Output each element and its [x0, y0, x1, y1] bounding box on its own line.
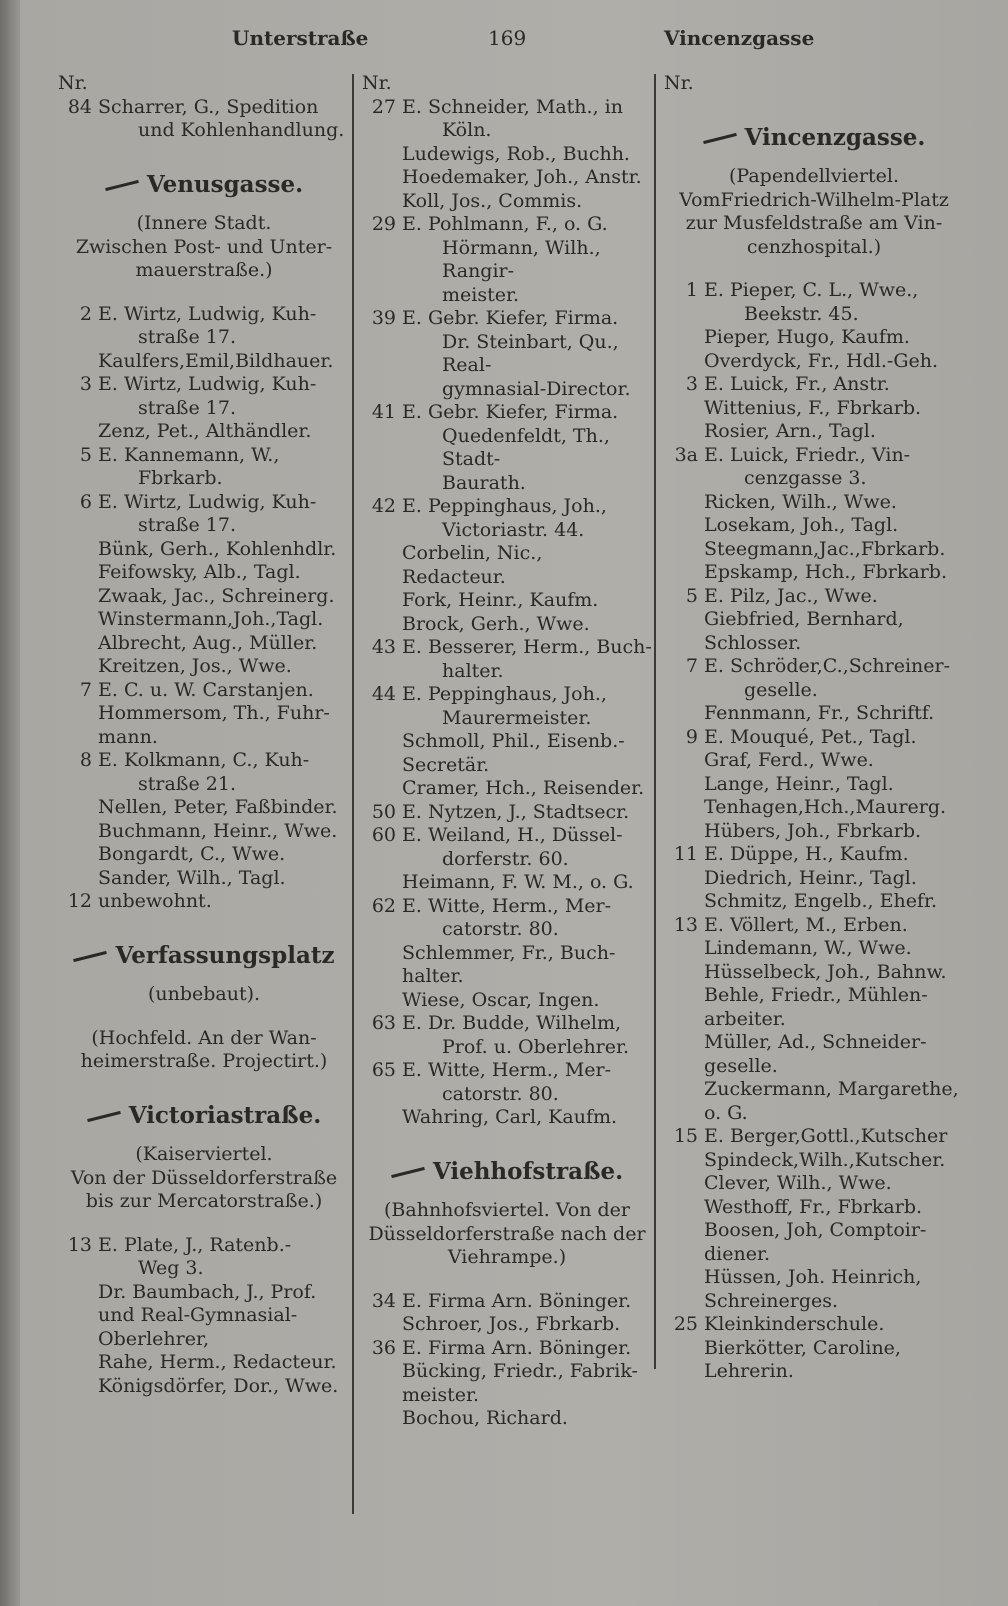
house-entry: [664, 373, 964, 397]
entry-line: E. Nytzen, J., Stadtsecr.: [402, 800, 630, 823]
description-line: zur Musfeldstraße am Vin-: [685, 212, 943, 234]
house-entry: [664, 843, 964, 867]
owner-text: [98, 749, 350, 796]
house-entry: [362, 801, 652, 825]
entry-line: unbewohnt.: [98, 890, 212, 912]
entry-line: straße 21.: [138, 772, 236, 795]
page-number: 169: [488, 26, 527, 50]
resident-line: Brock, Gerh., Wwe.: [402, 612, 590, 635]
resident-line: Bücking, Friedr., Fabrik-: [402, 1360, 638, 1382]
street-title: [362, 1157, 652, 1185]
owner-text: [704, 444, 964, 491]
entry-line: E. Schneider, Math., in: [402, 95, 623, 118]
entry-line: und Kohlenhandlung.: [138, 119, 345, 141]
owner-text: [402, 1290, 652, 1314]
house-entry: [362, 495, 652, 542]
entry-line: E. Mouqué, Pet., Tagl.: [704, 725, 917, 748]
owner-text: [98, 679, 350, 703]
entry-line: E. Peppinghaus, Joh.,: [402, 683, 607, 705]
resident-line: Heimann, F. W. M., o. G.: [402, 871, 634, 893]
house-entry: [362, 1059, 652, 1106]
resident-line: Königsdörfer, Dor., Wwe.: [98, 1374, 339, 1397]
resident-line: Wiese, Oscar, Ingen.: [402, 988, 600, 1011]
description-line: Von der Düsseldorferstraße: [70, 1166, 338, 1189]
house-number: 7: [79, 678, 92, 701]
owner-text: [704, 726, 964, 750]
entry-line: E. Völlert, M., Erben.: [704, 913, 908, 936]
entry-line: E. Witte, Herm., Mer-: [402, 894, 612, 917]
entry-line: E. Luick, Friedr., Vin-: [704, 443, 911, 466]
house-number: 3: [685, 373, 698, 395]
owner-text: [402, 801, 652, 825]
owner-text: [402, 636, 652, 683]
entry-line: E. Gebr. Kiefer, Firma.: [402, 401, 619, 423]
house-number: 15: [673, 1125, 698, 1147]
ornament-dash: [87, 1111, 121, 1122]
owner-text: [402, 1012, 652, 1059]
house-number: 13: [673, 913, 698, 936]
resident-line: Spindeck,Wilh.,Kutscher.: [704, 1148, 946, 1171]
house-entry: [58, 96, 350, 143]
house-number: 8: [79, 749, 92, 771]
house-number: 34: [371, 1289, 396, 1312]
resident-line: Bierkötter, Caroline,: [704, 1336, 901, 1359]
house-number: 2: [79, 302, 92, 325]
street-description: [664, 165, 964, 259]
resident-line: Boosen, Joh, Comptoir-: [704, 1219, 927, 1241]
owner-text: [704, 914, 964, 938]
resident-line: Bongardt, C., Wwe.: [98, 843, 286, 865]
owner-text: [704, 1313, 964, 1337]
description-line: cenzhospital.): [746, 235, 882, 258]
resident-line: Ricken, Wilh., Wwe.: [704, 490, 897, 513]
resident-line: und Real-Gymnasial-: [98, 1304, 298, 1326]
entry-line: straße 17.: [138, 326, 236, 348]
entry-line: E. Plate, J., Ratenb.-: [98, 1233, 292, 1256]
house-entry: [362, 307, 652, 401]
house-entry: [58, 890, 350, 914]
resident-line: Koll, Jos., Commis.: [402, 189, 583, 212]
house-entry: [362, 401, 652, 495]
entry-line: catorstr. 80.: [442, 1082, 559, 1105]
house-entry: [664, 914, 964, 938]
street-title: [58, 170, 350, 198]
street-description: [362, 1199, 652, 1270]
page-header: [0, 26, 1008, 56]
house-entry: [58, 679, 350, 703]
resident-line: Ludewigs, Rob., Buchh.: [402, 142, 630, 165]
house-entry: [664, 1313, 964, 1337]
entry-line: Kleinkinderschule.: [704, 1313, 885, 1335]
house-number: 13: [67, 1233, 92, 1256]
entry-line: E. Witte, Herm., Mer-: [402, 1059, 612, 1081]
resident-line: Secretär.: [402, 753, 490, 776]
description-line: (Bahnhofsviertel. Von der: [384, 1199, 630, 1221]
resident-line: mann.: [98, 725, 158, 748]
street-description: [58, 1143, 350, 1214]
entry-line: Victoriastr. 44.: [442, 518, 585, 541]
resident-line: Rosier, Arn., Tagl.: [704, 420, 876, 442]
description-line: heimerstraße. Projectirt.): [80, 1050, 328, 1072]
entry-line: Hörmann, Wilh., Rangir-: [442, 236, 601, 282]
owner-text: [402, 1337, 652, 1361]
house-number: 65: [371, 1059, 396, 1081]
house-entry: [362, 1012, 652, 1059]
ornament-dash: [703, 133, 737, 144]
resident-line: Fork, Heinr., Kaufm.: [402, 589, 599, 611]
entry-line: E. Kolkmann, C., Kuh-: [98, 749, 310, 771]
owner-text: [402, 213, 652, 307]
house-entry: [664, 1125, 964, 1149]
resident-line: Schmitz, Engelb., Ehefr.: [704, 890, 938, 912]
entry-line: dorferstr. 60.: [442, 847, 569, 870]
resident-line: diener.: [704, 1242, 770, 1265]
house-entry: [362, 96, 652, 143]
description-line: (Innere Stadt.: [136, 212, 272, 234]
resident-line: Hoedemaker, Joh., Anstr.: [402, 166, 642, 188]
entry-line: E. Peppinghaus, Joh.,: [402, 495, 607, 517]
house-entry: [58, 491, 350, 538]
resident-line: o. G.: [704, 1101, 748, 1124]
header-right-street: Vincenzgasse: [664, 26, 815, 50]
entry-line: Beekstr. 45.: [744, 302, 859, 325]
description-line: (unbebaut).: [147, 983, 261, 1005]
resident-line: Lehrerin.: [704, 1360, 794, 1382]
number-column-label: Nr.: [362, 72, 392, 94]
resident-line: Müller, Ad., Schneider-: [704, 1031, 927, 1053]
resident-line: Schlosser.: [704, 631, 802, 654]
street-name: Venusgasse.: [146, 170, 304, 198]
owner-text: [98, 303, 350, 350]
resident-line: Overdyck, Fr., Hdl.-Geh.: [704, 349, 939, 372]
house-number: 62: [371, 894, 396, 917]
entry-line: E. Wirtz, Ludwig, Kuh-: [98, 490, 317, 513]
house-entry: [362, 636, 652, 683]
entry-line: Quedenfeldt, Th., Stadt-: [442, 424, 610, 470]
resident-line: Buchmann, Heinr., Wwe.: [98, 819, 338, 842]
entry-line: E. Schröder,C.,Schreiner-: [704, 655, 951, 677]
owner-text: [704, 655, 964, 702]
owner-text: [704, 1125, 964, 1149]
entry-line: Dr. Steinbart, Qu., Real-: [442, 330, 619, 376]
resident-line: Pieper, Hugo, Kaufm.: [704, 326, 910, 348]
entry-line: meister.: [442, 283, 520, 306]
resident-line: Kaulfers,Emil,Bildhauer.: [98, 349, 334, 372]
column-divider: [352, 74, 354, 1514]
resident-line: Zenz, Pet., Althändler.: [98, 420, 312, 442]
owner-text: [704, 843, 964, 867]
entry-line: E. Firma Arn. Böninger.: [402, 1289, 632, 1312]
resident-line: Epskamp, Hch., Fbrkarb.: [704, 561, 948, 583]
description-line: (Kaiserviertel.: [135, 1143, 273, 1165]
owner-text: [402, 495, 652, 542]
resident-line: Lindemann, W., Wwe.: [704, 937, 912, 959]
entry-line: E. Firma Arn. Böninger.: [402, 1336, 632, 1359]
description-line: mauerstraße.): [135, 259, 273, 281]
resident-line: Schroer, Jos., Fbrkarb.: [402, 1313, 621, 1335]
house-entry: [58, 1234, 350, 1281]
resident-line: Losekam, Joh., Tagl.: [704, 514, 899, 536]
resident-line: Hommersom, Th., Fuhr-: [98, 702, 330, 724]
entry-line: Köln.: [442, 119, 492, 141]
column-left: [58, 72, 350, 1398]
description-line: (Papendellviertel.: [728, 165, 899, 187]
column-middle: [362, 72, 652, 1431]
entry-line: Maurermeister.: [442, 706, 592, 729]
street-name: Viehhofstraße.: [432, 1157, 624, 1185]
resident-line: Wittenius, F., Fbrkarb.: [704, 396, 922, 419]
owner-text: [402, 96, 652, 143]
resident-line: geselle.: [704, 1054, 778, 1077]
entry-line: halter.: [442, 659, 504, 682]
house-entry: [362, 1337, 652, 1361]
house-entry: [58, 444, 350, 491]
house-number: 5: [685, 584, 698, 607]
entry-line: Weg 3.: [138, 1257, 204, 1279]
house-entry: [362, 683, 652, 730]
house-number: 3: [79, 373, 92, 395]
resident-line: Giebfried, Bernhard,: [704, 608, 904, 630]
resident-line: Hüssen, Joh. Heinrich,: [704, 1266, 922, 1288]
resident-line: Hübers, Joh., Fbrkarb.: [704, 819, 922, 842]
resident-line: Rahe, Herm., Redacteur.: [98, 1351, 337, 1373]
description-line: Viehrampe.): [447, 1246, 567, 1268]
house-number: 42: [371, 495, 396, 517]
entry-line: gymnasial-Director.: [442, 377, 631, 400]
entry-line: E. Pilz, Jac., Wwe.: [704, 584, 878, 607]
resident-line: Fennmann, Fr., Schriftf.: [704, 702, 935, 724]
owner-text: [704, 373, 964, 397]
entry-line: E. Düppe, H., Kaufm.: [704, 843, 909, 865]
ornament-dash: [74, 951, 108, 962]
entry-line: Prof. u. Oberlehrer.: [442, 1035, 630, 1058]
street-name: Verfassungsplatz: [115, 941, 335, 969]
owner-text: [402, 895, 652, 942]
resident-line: Sander, Wilh., Tagl.: [98, 866, 286, 889]
house-number: 9: [685, 725, 698, 748]
house-number: 6: [79, 490, 92, 513]
entry-line: geselle.: [744, 678, 818, 701]
entry-line: straße 17.: [138, 396, 236, 419]
resident-line: Wahring, Carl, Kaufm.: [402, 1106, 618, 1128]
owner-text: [402, 401, 652, 495]
description-line: VomFriedrich-Wilhelm-Platz: [679, 188, 949, 211]
resident-line: Dr. Baumbach, J., Prof.: [98, 1280, 317, 1303]
street-title: [58, 1101, 350, 1129]
house-number: 36: [371, 1336, 396, 1359]
resident-line: Hüsselbeck, Joh., Bahnw.: [704, 960, 947, 983]
number-column-label: Nr.: [664, 72, 694, 94]
owner-text: [704, 279, 964, 326]
house-entry: [362, 1290, 652, 1314]
house-number: 50: [371, 800, 396, 823]
entry-line: Baurath.: [442, 471, 526, 494]
entry-line: catorstr. 80.: [442, 918, 559, 940]
owner-text: [402, 824, 652, 871]
resident-line: halter.: [402, 965, 464, 987]
resident-line: Feifowsky, Alb., Tagl.: [98, 561, 301, 583]
entry-line: straße 17.: [138, 514, 236, 536]
number-column-label: Nr.: [58, 72, 88, 94]
house-number: 7: [685, 655, 698, 677]
house-entry: [664, 585, 964, 609]
house-entry: [362, 824, 652, 871]
entry-line: E. Besserer, Herm., Buch-: [402, 636, 652, 658]
resident-line: Bünk, Gerh., Kohlenhdlr.: [98, 537, 337, 560]
house-number: 12: [67, 890, 92, 912]
resident-line: Diedrich, Heinr., Tagl.: [704, 866, 917, 889]
entry-line: E. Luick, Fr., Anstr.: [704, 373, 890, 395]
resident-line: Clever, Wilh., Wwe.: [704, 1172, 892, 1194]
resident-line: Nellen, Peter, Faßbinder.: [98, 796, 338, 818]
owner-text: [98, 1234, 350, 1281]
owner-text: [98, 373, 350, 420]
owner-text: [402, 307, 652, 401]
resident-line: Behle, Friedr., Mühlen-: [704, 984, 928, 1006]
book-binding-edge: [0, 0, 20, 1606]
street-name: Vincenzgasse.: [744, 123, 926, 151]
entry-line: E. Kannemann, W.,: [98, 443, 280, 466]
resident-line: Lange, Heinr., Tagl.: [704, 772, 894, 795]
resident-line: Schlemmer, Fr., Buch-: [402, 941, 616, 964]
house-number: 84: [67, 95, 92, 118]
ornament-dash: [391, 1167, 425, 1178]
house-entry: [664, 279, 964, 326]
resident-line: Zwaak, Jac., Schreinerg.: [98, 584, 335, 607]
resident-line: Cramer, Hch., Reisender.: [402, 777, 645, 799]
street-title: [664, 123, 964, 151]
house-entry: [664, 655, 964, 702]
entry-line: E. Pieper, C. L., Wwe.,: [704, 279, 919, 301]
house-number: 29: [371, 213, 396, 235]
house-number: 5: [79, 443, 92, 466]
resident-line: Tenhagen,Hch.,Maurerg.: [704, 796, 947, 818]
entry-line: E. Wirtz, Ludwig, Kuh-: [98, 302, 317, 325]
resident-line: arbeiter.: [704, 1007, 786, 1030]
entry-line: E. Pohlmann, F., o. G.: [402, 213, 608, 235]
column-right: [664, 72, 964, 1384]
resident-line: Albrecht, Aug., Müller.: [98, 631, 318, 654]
entry-line: E. C. u. W. Carstanjen.: [98, 678, 314, 701]
house-number: 60: [371, 824, 396, 846]
entry-line: cenzgasse 3.: [744, 467, 867, 489]
house-number: 63: [371, 1012, 396, 1034]
entry-line: Fbrkarb.: [138, 467, 223, 489]
resident-line: Steegmann,Jac.,Fbrkarb.: [704, 537, 946, 560]
header-left-street: Unterstraße: [232, 26, 369, 50]
owner-text: [402, 1059, 652, 1106]
owner-text: [98, 96, 350, 143]
owner-text: [98, 444, 350, 491]
street-description: [58, 1027, 350, 1074]
street-title: [58, 941, 350, 969]
street-name: Victoriastraße.: [128, 1101, 322, 1129]
entry-line: E. Wirtz, Ludwig, Kuh-: [98, 373, 317, 395]
street-description: [58, 983, 350, 1007]
house-number: 43: [371, 636, 396, 658]
owner-text: [98, 890, 350, 914]
house-entry: [664, 444, 964, 491]
street-description: [58, 212, 350, 283]
ornament-dash: [105, 180, 139, 191]
owner-text: [98, 491, 350, 538]
entry-line: E. Gebr. Kiefer, Firma.: [402, 307, 619, 329]
house-number: 3a: [674, 443, 698, 466]
resident-line: Schmoll, Phil., Eisenb.-: [402, 730, 625, 752]
description-line: bis zur Mercatorstraße.): [85, 1190, 323, 1212]
entry-line: E. Berger,Gottl.,Kutscher: [704, 1125, 948, 1147]
house-number: 44: [371, 683, 396, 705]
description-line: Düsseldorferstraße nach der: [368, 1222, 646, 1245]
resident-line: Winstermann,Joh.,Tagl.: [98, 608, 324, 630]
house-entry: [362, 213, 652, 307]
resident-line: Graf, Ferd., Wwe.: [704, 749, 874, 771]
resident-line: Oberlehrer,: [98, 1327, 209, 1350]
resident-line: Kreitzen, Jos., Wwe.: [98, 655, 292, 677]
description-line: (Hochfeld. An der Wan-: [91, 1026, 317, 1049]
description-line: Zwischen Post- und Unter-: [75, 235, 333, 258]
house-number: 41: [371, 401, 396, 423]
house-entry: [58, 303, 350, 350]
resident-line: Corbelin, Nic., Redacteur.: [402, 542, 543, 588]
house-number: 27: [371, 95, 396, 118]
entry-line: E. Dr. Budde, Wilhelm,: [402, 1012, 622, 1034]
house-entry: [664, 726, 964, 750]
resident-line: meister.: [402, 1383, 480, 1406]
house-entry: [58, 749, 350, 796]
owner-text: [704, 585, 964, 609]
column-divider: [654, 74, 656, 1369]
house-number: 25: [673, 1313, 698, 1335]
house-entry: [58, 373, 350, 420]
resident-line: Zuckermann, Margarethe,: [704, 1078, 959, 1100]
house-entry: [362, 895, 652, 942]
house-number: 1: [685, 279, 698, 301]
resident-line: Westhoff, Fr., Fbrkarb.: [704, 1195, 923, 1218]
resident-line: Bochou, Richard.: [402, 1407, 568, 1429]
owner-text: [402, 683, 652, 730]
house-number: 39: [371, 307, 396, 329]
house-number: 11: [673, 843, 698, 865]
entry-line: E. Weiland, H., Düssel-: [402, 824, 623, 846]
resident-line: Schreinerges.: [704, 1289, 839, 1312]
entry-line: Scharrer, G., Spedition: [98, 95, 319, 118]
